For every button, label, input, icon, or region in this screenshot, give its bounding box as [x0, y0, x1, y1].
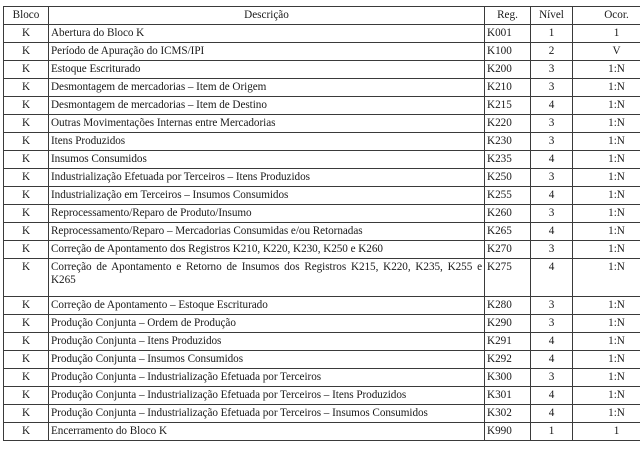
cell-nivel: 3: [531, 241, 573, 259]
cell-ocor: 1:N: [573, 151, 640, 169]
cell-descricao: Industrialização Efetuada por Terceiros – Itens Produzidos: [49, 169, 485, 187]
cell-descricao: Insumos Consumidos: [49, 151, 485, 169]
table-row: [4, 241, 640, 259]
cell-bloco: K: [4, 333, 49, 351]
cell-ocor: 1: [573, 423, 640, 441]
cell-reg: K001: [485, 25, 531, 43]
table-row: [4, 223, 640, 241]
cell-bloco: K: [4, 97, 49, 115]
cell-reg: K280: [485, 297, 531, 315]
table-row: [4, 405, 640, 423]
cell-reg: K215: [485, 97, 531, 115]
table-row: [4, 369, 640, 387]
cell-reg: K275: [485, 259, 531, 297]
table-row: [4, 79, 640, 97]
cell-reg: K260: [485, 205, 531, 223]
cell-descricao: Estoque Escriturado: [49, 61, 485, 79]
cell-reg: K302: [485, 405, 531, 423]
cell-nivel: 4: [531, 259, 573, 297]
cell-descricao: Desmontagem de mercadorias – Item de Destino: [49, 97, 485, 115]
header-ocor: Ocor.: [573, 7, 640, 25]
cell-bloco: K: [4, 351, 49, 369]
cell-nivel: 4: [531, 387, 573, 405]
cell-reg: K990: [485, 423, 531, 441]
cell-nivel: 3: [531, 115, 573, 133]
cell-bloco: K: [4, 133, 49, 151]
cell-bloco: K: [4, 79, 49, 97]
cell-bloco: K: [4, 115, 49, 133]
cell-reg: K210: [485, 79, 531, 97]
header-row: [4, 7, 640, 25]
cell-ocor: 1:N: [573, 369, 640, 387]
cell-reg: K290: [485, 315, 531, 333]
cell-descricao: Produção Conjunta – Industrialização Efetuada por Terceiros: [49, 369, 485, 387]
cell-reg: K250: [485, 169, 531, 187]
table-row: [4, 115, 640, 133]
cell-descricao: Produção Conjunta – Industrialização Efetuada por Terceiros – Itens Produzidos: [49, 387, 485, 405]
table-row: [4, 43, 640, 61]
cell-bloco: K: [4, 187, 49, 205]
cell-ocor: 1:N: [573, 97, 640, 115]
table-row: [4, 169, 640, 187]
cell-reg: K292: [485, 351, 531, 369]
cell-descricao: Abertura do Bloco K: [49, 25, 485, 43]
cell-nivel: 3: [531, 79, 573, 97]
header-nivel: Nível: [531, 7, 573, 25]
cell-reg: K235: [485, 151, 531, 169]
cell-descricao: Produção Conjunta – Ordem de Produção: [49, 315, 485, 333]
cell-ocor: 1:N: [573, 79, 640, 97]
cell-nivel: 4: [531, 97, 573, 115]
cell-reg: K270: [485, 241, 531, 259]
table-row: [4, 187, 640, 205]
cell-reg: K230: [485, 133, 531, 151]
table-row: [4, 151, 640, 169]
cell-nivel: 4: [531, 187, 573, 205]
cell-descricao: Industrialização em Terceiros – Insumos Consumidos: [49, 187, 485, 205]
cell-descricao: Período de Apuração do ICMS/IPI: [49, 43, 485, 61]
cell-nivel: 3: [531, 169, 573, 187]
cell-nivel: 4: [531, 333, 573, 351]
cell-descricao: Reprocessamento/Reparo – Mercadorias Consumidas e/ou Retornadas: [49, 223, 485, 241]
cell-bloco: K: [4, 405, 49, 423]
cell-nivel: 4: [531, 405, 573, 423]
cell-ocor: 1:N: [573, 351, 640, 369]
table-row: [4, 25, 640, 43]
table-row: [4, 423, 640, 441]
cell-nivel: 3: [531, 369, 573, 387]
cell-descricao: Reprocessamento/Reparo de Produto/Insumo: [49, 205, 485, 223]
cell-ocor: 1:N: [573, 115, 640, 133]
table-row: [4, 61, 640, 79]
cell-descricao: Produção Conjunta – Itens Produzidos: [49, 333, 485, 351]
table-row: [4, 315, 640, 333]
cell-descricao: Correção de Apontamento e Retorno de Insumos dos Registros K215, K220, K235, K255 e K265: [49, 259, 485, 297]
cell-bloco: K: [4, 315, 49, 333]
cell-ocor: 1:N: [573, 405, 640, 423]
cell-bloco: K: [4, 43, 49, 61]
table-row: [4, 387, 640, 405]
cell-nivel: 3: [531, 205, 573, 223]
cell-ocor: 1:N: [573, 187, 640, 205]
cell-nivel: 1: [531, 423, 573, 441]
cell-ocor: 1:N: [573, 223, 640, 241]
cell-nivel: 4: [531, 351, 573, 369]
table-header: [4, 7, 640, 25]
cell-ocor: V: [573, 43, 640, 61]
cell-reg: K300: [485, 369, 531, 387]
table-row: [4, 351, 640, 369]
cell-bloco: K: [4, 25, 49, 43]
cell-bloco: K: [4, 205, 49, 223]
cell-nivel: 2: [531, 43, 573, 61]
cell-nivel: 3: [531, 61, 573, 79]
cell-descricao: Correção de Apontamento dos Registros K210, K220, K230, K250 e K260: [49, 241, 485, 259]
cell-ocor: 1:N: [573, 333, 640, 351]
table-body: [4, 25, 640, 441]
table-row: [4, 297, 640, 315]
cell-bloco: K: [4, 423, 49, 441]
cell-bloco: K: [4, 297, 49, 315]
cell-descricao: Desmontagem de mercadorias – Item de Origem: [49, 79, 485, 97]
cell-reg: K255: [485, 187, 531, 205]
cell-ocor: 1:N: [573, 297, 640, 315]
cell-nivel: 4: [531, 151, 573, 169]
table-row: [4, 133, 640, 151]
bloco-k-registers-table: [3, 6, 640, 441]
table-row: [4, 97, 640, 115]
cell-descricao: Correção de Apontamento – Estoque Escriturado: [49, 297, 485, 315]
table-row: [4, 205, 640, 223]
cell-descricao: Itens Produzidos: [49, 133, 485, 151]
cell-bloco: K: [4, 259, 49, 297]
cell-ocor: 1:N: [573, 133, 640, 151]
cell-ocor: 1:N: [573, 387, 640, 405]
cell-reg: K291: [485, 333, 531, 351]
cell-bloco: K: [4, 151, 49, 169]
cell-nivel: 3: [531, 315, 573, 333]
table-row: [4, 259, 640, 297]
cell-reg: K100: [485, 43, 531, 61]
cell-bloco: K: [4, 241, 49, 259]
cell-descricao: Produção Conjunta – Industrialização Efetuada por Terceiros – Insumos Consumidos: [49, 405, 485, 423]
header-bloco: Bloco: [4, 7, 49, 25]
cell-nivel: 3: [531, 133, 573, 151]
header-descricao: Descrição: [49, 7, 485, 25]
cell-nivel: 4: [531, 223, 573, 241]
cell-bloco: K: [4, 61, 49, 79]
cell-reg: K265: [485, 223, 531, 241]
cell-descricao: Outras Movimentações Internas entre Mercadorias: [49, 115, 485, 133]
cell-descricao: Encerramento do Bloco K: [49, 423, 485, 441]
cell-bloco: K: [4, 387, 49, 405]
cell-nivel: 3: [531, 297, 573, 315]
cell-ocor: 1:N: [573, 61, 640, 79]
cell-bloco: K: [4, 169, 49, 187]
cell-nivel: 1: [531, 25, 573, 43]
cell-bloco: K: [4, 369, 49, 387]
table-row: [4, 333, 640, 351]
cell-ocor: 1:N: [573, 241, 640, 259]
cell-ocor: 1:N: [573, 205, 640, 223]
cell-reg: K301: [485, 387, 531, 405]
cell-bloco: K: [4, 223, 49, 241]
cell-reg: K220: [485, 115, 531, 133]
cell-descricao: Produção Conjunta – Insumos Consumidos: [49, 351, 485, 369]
cell-ocor: 1:N: [573, 315, 640, 333]
cell-reg: K200: [485, 61, 531, 79]
cell-ocor: 1:N: [573, 169, 640, 187]
header-reg: Reg.: [485, 7, 531, 25]
cell-ocor: 1: [573, 25, 640, 43]
cell-ocor: 1:N: [573, 259, 640, 297]
